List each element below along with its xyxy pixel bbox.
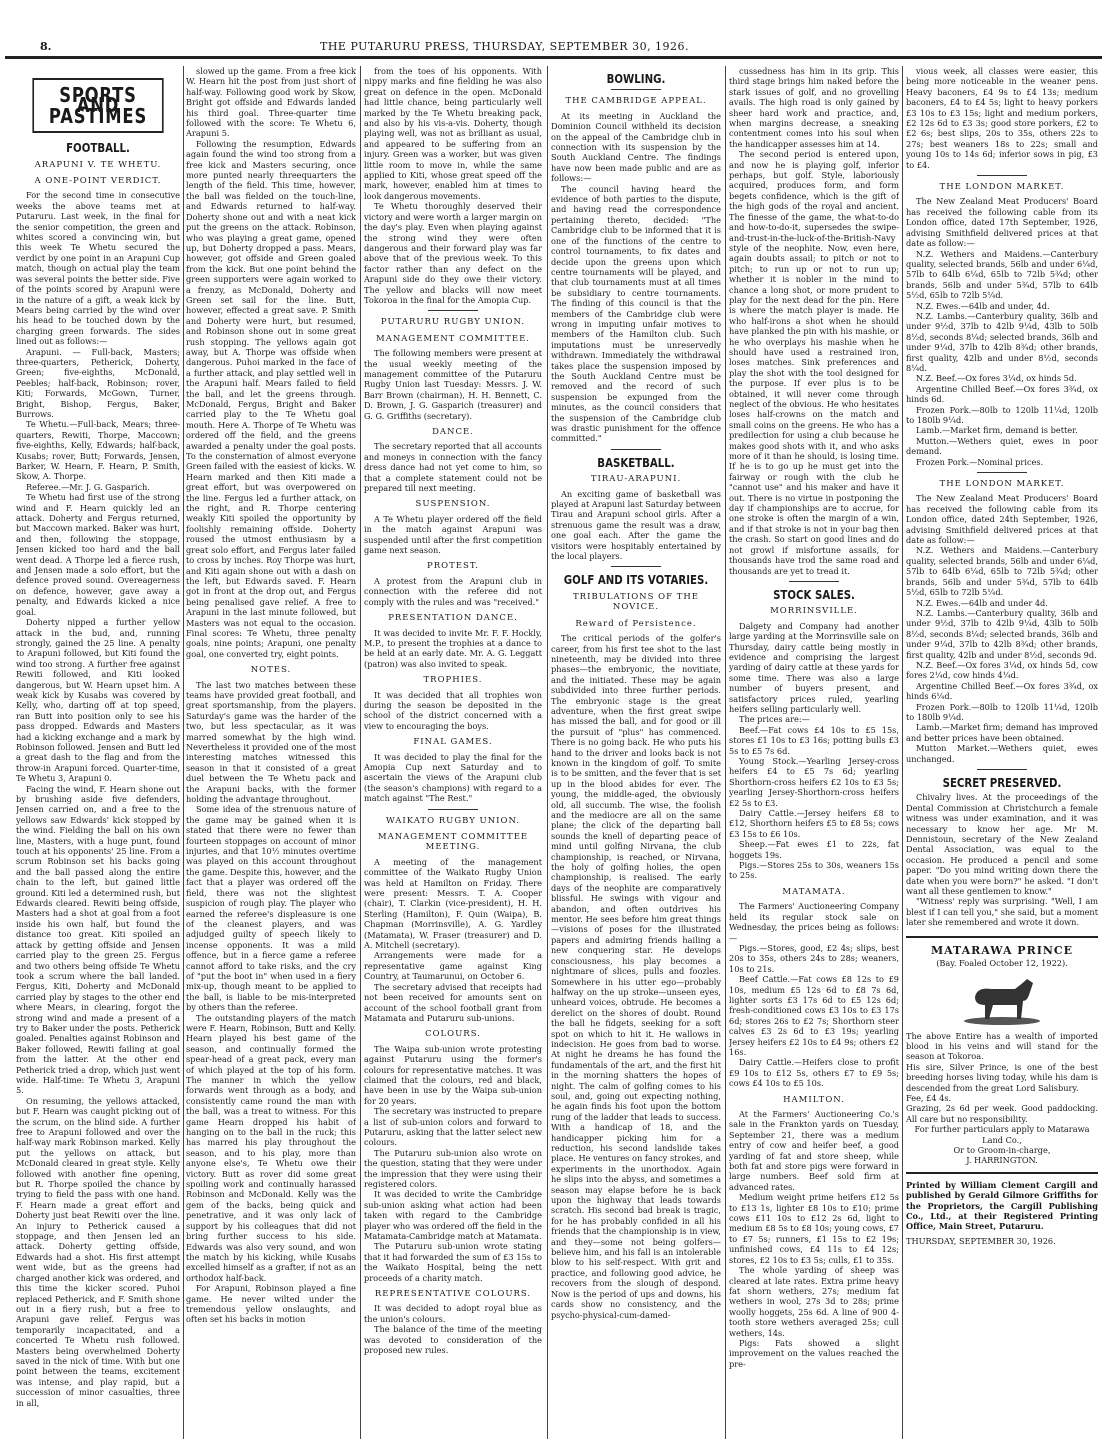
- article-paragraph: Pigs.—Stores 25s to 30s, weaners 15s to 25s.: [729, 860, 899, 881]
- article-paragraph: from the toes of his opponents. With nippy marks and fine fielding he was also great on defence in the open. McDonald had little chance, being particularly well marked by the Te Whetu breaking pack, and also by his vis-a-vis. Doherty, though playing well, was not as brilliant as usual, and appeared to be suffering from an injury. Green was a worker, but was given little room to move in, while the same applied to Kiti, whose great speed off the mark, however, enabled him at times to look dangerous movements.: [364, 66, 542, 201]
- article-paragraph: At the Farmers' Auctioneering Co.'s sale in the Frankton yards on Tuesday, September 21, there was a medium entry of cow and heifer beef, a good yarding of fat and store sheep, while both fat and store pigs were forward in large numbers. Beef sold firm at advanced rates.: [729, 1109, 899, 1192]
- ad-paragraph: His sire, Silver Prince, is one of the best breeding horses living today, while his dam is descended from the great Lord Salisbury.: [906, 1061, 1098, 1093]
- article-paragraph: Beef.—Fat cows £4 10s to £5 15s, stores £1 10s to £3 16s; potting bulls £3 5s to £5 7s 6d.: [729, 724, 899, 756]
- article-paragraph: Arapuni. — Full-back, Masters; three-quarters, Petherick, Doherty, Green; five-eighths, McDonald, Peebles; half-back, Robinson; rover, Kiti; Forwards, McGown, Turner, Bright, Bishop, Fergus, Baker, Burrows.: [16, 346, 180, 419]
- article-paragraph: N.Z. Lambs.—Canterbury quality, 36lb and under 9½d, 37lb to 42lb 9¼d, 43lb to 50lb 8½d, seconds 8¼d; selected brands, 36lb and under 9¼d, 37lb to 42lb 8¾d; other brands, first quality, 42lb and under 8½d, seconds 9d.: [906, 607, 1098, 660]
- article-paragraph: On resuming, the yellows attacked, but F. Hearn was caught picking out of the scrum, on the blind side. A further free to Arapuni followed and over the half-way mark Robinson marked. Kelly put the yellows on attack, but McDonald cleared in great style. Kelly followed with another fine opening, but R. Thorpe spoiled the chance by trying to field the pass with one hand. F. Hearn made a great effort and Doherty just beat Rewiti over the line. An injury to Petherick caused a stoppage, and then Jensen led an attack. Doherty getting offside, Edwards had a shot. His first attempt went wide, but as the greens had charged another kick was ordered, and this time the kicker scored. Puhoi replaced Petherick, and F. Smith shone out in a fiery rush, but a free to Arapuni gave relief. Fergus was temporarily incapacitated, and a concerted Te Whetu rush followed. Masters being overwhelmed Doherty saved in the nick of time. With but one point between the teams, excitement was intense, and play rapid, but a succession of minor casualties, three in all,: [16, 1095, 180, 1408]
- separator: [611, 566, 661, 567]
- article-paragraph: A meeting of the management committee of the Waikato Rugby Union was held at Hamilton on Friday. There were present: Messrs. T. A. Cooper (chair), T. Clarkin (vice-president), H. H. Sterling (Hamilton), F. Quin (Waipa), B. Chapman (Morrinsville), A. G. Yardley (Matamata), W. Fraser (treasurer) and D. A. Mitchell (secretary).: [364, 856, 542, 951]
- separator: [611, 449, 661, 450]
- suspension-heading: SUSPENSION.: [415, 499, 491, 510]
- masthead: [40, 38, 1094, 54]
- article-paragraph: It was decided to adopt royal blue as the union's colours.: [364, 1303, 542, 1324]
- rugby-union-subheading: MANAGEMENT COMMITTEE.: [376, 333, 530, 344]
- column-6: [906, 66, 1098, 1441]
- article-paragraph: The Putaruru sub-union wrote stating that it had forwarded the sum of £3 15s to the Waikato Hospital, being the nett proceeds of a charity match.: [364, 1241, 542, 1283]
- article-paragraph: It was decided to play the final for the Amopia Cup next Saturday and to ascertain the views of the Arapuni club (the season's champions) with regard to a match against "The Rest.": [364, 751, 542, 804]
- article-paragraph: The prices are:—: [739, 714, 810, 725]
- column-5: [729, 66, 899, 1441]
- article-paragraph: The whole yarding of sheep was cleared at late rates. Extra prime heavy fat shorn wethers, 27s; medium fat wethers in wool, 27s 3d to 28s; prime woolly hoggets, 25s 6d. A line of 900 4-tooth store wethers averaged 25s; cull wethers, 14s.: [729, 1265, 899, 1338]
- article-paragraph: Te Whetu.—Full-back, Mears; three-quarters, Rewiti, Thorpe, Maccown; five-eighths, Kelly, Edwards; half-back, Kusabs; rover, Butt; Forwards, Jensen, Barker, W. Hearn, F. Hearn, P. Smith, Skow, A. Thorpe.: [16, 419, 180, 482]
- article-paragraph: Referee.—Mr. J. G. Gasparich.: [26, 481, 150, 492]
- protest-heading: PROTEST.: [427, 561, 479, 572]
- article-paragraph: Frozen Pork.—80lb to 120lb 11¼d, 120lb to 180lb 9¼d.: [906, 701, 1098, 722]
- article-paragraph: Arrangements were made for a representative game against King Country, at Taumarunui, on October 6.: [364, 950, 542, 982]
- article-paragraph: Beef Cattle.—Fat cows £8 12s to £9 10s, medium £5 12s 6d to £8 7s 6d, lighter sorts £3 17s 6d to £5 12s 6d; fresh-conditioned cows £3 10s to £3 17s 6d; stores 26s to £2 7s; Shorthorn steer calves £3 2s 6d to £3 19s; yearling Jersey heifers £2 10s to £4 9s; others £2 16s.: [729, 974, 899, 1057]
- separator: [428, 310, 478, 311]
- article-paragraph: Following the resumption, Edwards again found the wind too strong from a free kick and Masters securing, once more punted nearly threequarters the length of the field. This time, however, the ball was fielded on the touch-line, and Edwards returned to half-way. Doherty shone out and with a neat kick put the greens on the attack. Robinson, who was playing a great game, opened up, but Doherty dropped a pass. Mears, however, got offside and Green goaled from the kick. But one point behind the green supporters were again worked to a frenzy, as McDonald, Doherty and Green set sail for the line. Butt, however, effected a great save. P. Smith and Doherty were hurt, but resumed, and Robinson shone out in some great rush stopping. The yellows again got away, but A. Thorpe was offside when dangerous. Puhoi marked in the face of a further attack, and play settled well in the Arapuni half. Mears failed to field the ball, and let the greens through. McDonald, Fergus, Bright and Baker carried play to the Te Whetu goal mouth. Here A. Thorpe of Te Whetu was ordered off the field, and the greens awarded a penalty under the goal posts. To the consternation of almost everyone Green failed with the easiest of kicks. W. Hearn marked and then Kiti made a great effort, but was overpowered on the line. Fergus led a further attack, on the right, and R. Thorpe centering weakly Kiti spoiled the opportunity by foolishly remaining offside. Doherty roused the utmost enthusiasm by a great solo effort, and Fergus later failed to cross by inches. Roy Thorpe was hurt, and Kiti again shone out with a dash on the left, but Edwards saved. F. Hearn got in front at the drop out, and Fergus being penalised gave relief. A free to Arapuni in the last minute followed, but Masters was not equal to the occasion. Final scores: Te Whetu, three penalty goals, nine points; Arapuni, one penalty goal, one converted try, eight points.: [186, 138, 356, 659]
- article-paragraph: The Farmers' Auctioneering Company held its regular stock sale on Wednesday, the prices being as follows:—: [729, 901, 899, 943]
- article-paragraph: Sheep.—Fat ewes £1 to 22s, fat hoggets 19s.: [729, 839, 899, 860]
- article-paragraph: Mutton Market.—Wethers quiet, ewes unchanged.: [906, 743, 1098, 764]
- article-paragraph: For the second time in consecutive weeks the above teams met at Putaruru. Last week, in the final for the senior competition, the green and whites scored a convincing win, but this week Te Whetu secured the verdict by one point in an Arapuni Cup match, though on actual play the team was several points the better side. Five of the points scored by Arapuni were in the nature of a gift, a weak kick by Mears being carried by the wind over his head to be touched down by the charging green forwards. The sides lined out as follows:—: [16, 190, 180, 347]
- final-games-heading: FINAL GAMES.: [413, 737, 493, 748]
- article-paragraph: The secretary advised that receipts had not been received for amounts sent on account of the school football grant from Matamata and Putaruru sub-unions.: [364, 981, 542, 1023]
- article-paragraph: cussedness has him in its grip. This third stage brings him naked before the stark issues of golf, and no grovelling avails. The high road is only gained by sheer hard work and practice, and, when margins decrease, a sneaking contentment comes into his soul when the handicapper assesses him at 14.: [729, 66, 899, 149]
- article-paragraph: Doherty nipped a further yellow attack in the bud, and, running strongly, gained the 25 line. A penalty to Arapuni followed, but Kiti found the wind too strong. A further free against Rewiti followed, and Kiti looked dangerous, but W. Hearn upset him. A weak kick by Kusabs was covered by Kelly, who, darting off at top speed, ran Butt into position only to see his pass dropped. Edwards and Masters had a kicking exchange and a mark by Robinson followed. Jensen and Butt led a great dash to the flag and from the throw-in Arapuni forced. Quarter-time, Te Whetu 3, Arapuni 0.: [16, 617, 180, 784]
- article-paragraph: An exciting game of basketball was played at Arapuni last Saturday between Tirau and Arapuni school girls. After a strenuous game the result was a draw, one goal each. After the game the visitors were hospitably entertained by the local players.: [551, 488, 721, 562]
- article-paragraph: Dairy Cattle.—Heifers close to profit £9 10s to £12 5s, others £7 to £9 5s; cows £4 10s to £5 10s.: [729, 1057, 899, 1089]
- article-paragraph: Argentine Chilled Beef.—Ox fores 3¾d, ox hinds 6d.: [906, 383, 1098, 405]
- ad-contact-alt: Or to Groom-in-charge,: [953, 1144, 1051, 1155]
- article-paragraph: Medium weight prime heifers £12 5s to £13 1s, lighter £8 10s to £10; prime cows £11 10s to £12 2s 6d, light to medium £8 5s to £8 10s; young cows, £7 to £7 5s; runners, £1 15s to £2 19s; unfinished cows, £4 11s to £4 12s; stores, £2 10s to £3 5s; culls, £1 to 35s.: [729, 1192, 899, 1265]
- article-paragraph: N.Z. Ewes.—64lb and under 4d.: [916, 597, 1048, 608]
- morrinsville-heading: MORRINSVILLE.: [770, 606, 858, 617]
- article-paragraph: Frozen Pork.—80lb to 120lb 11¼d, 120lb to 180lb 9¼d.: [906, 404, 1098, 425]
- ad-title: MATARAWA PRINCE: [930, 943, 1074, 957]
- article-paragraph: The outstanding players of the match were F. Hearn, Robinson, Butt and Kelly. Hearn played his best game of the season, and continually formed the spear-head of a great pack, every man of which played at the top of his form. The manner in which the yellow forwards went through as a body, and consistently came round the man with the ball, was a treat to witness. For this game Hearn dropped his habit of hanging on to the ball in the ruck; this has marred his play throughout the season, and to his play, more than anyone else's, Te Whetu owe their victory. Butt as rover did some great spoiling work and continually harassed Robinson and McDonald. Kelly was the gem of the backs, being quick and penetrative, and it was only lack of support by his colleagues that did not bring further success to his side. Edwards was also very sound, and won the match by his kicking, while Kusabs excelled himself as a grafter, if not as an orthodox half-back.: [186, 1012, 356, 1283]
- article-paragraph: Young Stock.—Yearling Jersey-cross heifers £4 to £5 7s 6d; yearling Shorthorn-cross heifers £2 10s to £3 5s; yearling Jersey-Shorthorn-cross heifers £2 5s to £3.: [729, 756, 899, 808]
- article-paragraph: Some idea of the strenuous nature of the game may be gained when it is stated that there were no fewer than fourteen stoppages on account of minor injuries, and that 10½ minutes overtime was played on this account throughout the game. Despite this, however, and the fact that a player was ordered off the field, there was not the slightest suspicion of rough play. The player who earned the referee's displeasure is one of the cleanest players, and was adjudged guilty of speech likely to incense opponents. It was a mild offence, but in a fierce game a referee cannot afford to take risks, and the cry of "put the boot in" when used in a fiery mix-up, though meant to be applied to the ball, is liable to be mis-interpreted by others than the referee.: [186, 804, 356, 1013]
- article-paragraph: Lamb.—Market firm; demand has improved and better prices have been obtained.: [906, 722, 1098, 743]
- newspaper-title: THE PUTARURU PRESS, THURSDAY, SEPTEMBER 30, 1926.: [320, 40, 690, 53]
- hamilton-heading: HAMILTON.: [783, 1094, 845, 1105]
- article-paragraph: It was decided to write the Cambridge sub-union asking what action had been taken with regard to the Cambridge player who was ordered off the field in the Matamata-Cambridge match at Matamata.: [364, 1189, 542, 1242]
- football-subheading: ARAPUNI V. TE WHETU.: [34, 159, 162, 170]
- secret-preserved-heading: SECRET PRESERVED.: [942, 776, 1062, 790]
- column-4: [551, 66, 721, 1441]
- article-paragraph: "Witness' reply was surprising. "Well, I am blest if I can tell you," she said, but a moment later she remembered and wrote it down.: [906, 896, 1098, 928]
- notes-heading: NOTES.: [250, 665, 292, 676]
- article-paragraph: Mutton.—Wethers quiet, ewes in poor demand.: [906, 435, 1098, 457]
- article-paragraph: The New Zealand Meat Producers' Board has received the following cable from its London office, dated 17th September, 1926, advising Smithfield delivered prices at that date as follow:—: [906, 196, 1098, 249]
- ad-paragraph: Fee, £4 4s.: [906, 1092, 952, 1103]
- article-paragraph: Te Whetu had first use of the strong wind and F. Hearn quickly led an attack. Doherty and Fergus returned, but Maccown marked. Baker was hurt, and then, following the stoppage, Jensen kicked too hard and the ball went dead. A Thorpe led a fierce rush, and Jensen made a solo effort, but the defence proved sound. Overeagerness on defence, however, gave away a penalty, and Edwards kicked a nice goal.: [16, 492, 180, 617]
- football-heading: FOOTBALL.: [66, 141, 130, 156]
- article-paragraph: The second period is entered upon, and now he is playing golf, inferior perhaps, but golf. Style, laboriously acquired, produces form, and form begets confidence, which is the gift of the high gods of the royal and ancient. The finesse of the game, the what-to-do and how-to-do-it, supersedes the swipe-and-trust-in-the-luck-of-the-British-Navy style of the neophite. Now, even here, again doubts assail; to pitch or not to pitch; to run up or not to run up; whether it is nobler in the mind to chance a long shot, or more prudent to play for the next dead for the pin. Here is where the match player is made. He who half-irons a shot when he should have planked the pin with his mashie, or he who overplays his mashie when he should have used a restrained iron, loses matches. Sink preferences and play the shot with the tool designed for the purpose. If ever plus is to be obtained, it will never come through neglect of the obvious. He who hesitates loses half-crowns on the match and small coins on the greens. He who has a predilection for using a club because he makes good shots with it, and who asks more of it than he should, is losing time. If he is to go up he must get into the fairway or rough with the club he "cannot use" and his maker and have it out. There is no virtue in postponing the day if championships are to accrue, for one stroke is often the margin of a win, and if that stroke is not in your bag then the crash. So start on good lines and do not growl if misfortune assails, for thousands have trod the same road and thousands are yet to tread it.: [729, 149, 899, 576]
- dance-heading: DANCE.: [432, 427, 474, 437]
- article-paragraph: slowed up the game. From a free kick W. Hearn hit the post from just short of half-way. Following good work by Skow, Bright got offside and Edwards landed his third goal. Three-quarter time followed with the score: Te Whetu 6, Arapuni 5.: [186, 66, 356, 139]
- article-paragraph: Lamb.—Market firm, demand is better.: [916, 425, 1078, 436]
- article-paragraph: It was decided that all trophies won during the season be deposited in the school of the district concerned with a view to encouraging the boys.: [364, 689, 542, 731]
- article-paragraph: The Waipa sub-union wrote protesting against Putaruru using the former's colours for representative matches. It was claimed that the colours, red and black, have been in use by the Waipa sub-union for 20 years.: [364, 1043, 542, 1106]
- article-paragraph: Chivalry lives. At the proceedings of the Dental Commission at Christchurch a female witness was under examination, and it was necessary to know her age. Mr M. Dennistoun, secretary of the New Zealand Dental Association, was equal to the occasion. He produced a pencil and some paper. "Do you mind writing down there the date when you were born?" he asked. "I don't want all these gentlemen to know.": [906, 792, 1098, 897]
- column-1: [16, 66, 180, 1441]
- article-paragraph: The following members were present at the usual weekly meeting of the management committee of the Putaruru Rugby Union last Tuesday: Messrs. J. W. Barr Brown (chairman), H. H. Bennett, C. D. Brown, J. G. Gasparich (treasurer) and G. G. Griffiths (secretary).: [364, 348, 542, 421]
- stud-horse-advertisement: [906, 936, 1098, 1166]
- waikato-heading: WAIKATO RUGBY UNION.: [385, 815, 521, 826]
- article-paragraph: vious week, all classes were easier, this being more noticeable in the weaner pens. Heavy baconers, £4 9s to £4 13s; medium baconers, £4 to £4 5s; light to heavy porkers £3 10s to £3 15s; light and medium porkers, £2 12s 6d to £3 3s; good store porkers, £2 to £2 6s; best slips, 20s to 35s, others 22s to 27s; best weaners 18s to 22s; small and young 10s to 14s 6d; inferior sows in pig, £3 to £4.: [906, 66, 1098, 170]
- article-paragraph: N.Z. Beef.—Ox fores 3¼d, ox hinds 5d.: [916, 373, 1077, 384]
- article-paragraph: The last two matches between these teams have provided great football, and great sportsmanship, from the players. Saturday's game was the harder of the two, but less spectacular, as it was marred somewhat by the high wind. Nevertheless it provided one of the most interesting matches witnessed this season in that it consisted of a great duel between the Te Whetu pack and the Arapuni backs, with the former holding the advantage throughout.: [186, 679, 356, 805]
- article-paragraph: N.Z. Wethers and Maidens.—Canterbury quality, selected brands, 56lb and under 6¼d, 57lb to 64lb 6¼d, 65lb to 72lb 5¾d; other brands, 56lb and under 5¾d, 57lb to 64lb 5½d, 65lb to 72lb 5¼d.: [906, 248, 1098, 301]
- basketball-subheading: TIRAU-ARAPUNI.: [590, 474, 682, 485]
- article-paragraph: For Arapuni, Robinson played a fine game. He never wilted under the tremendous yellow onslaughts, and often set his backs in motion: [186, 1283, 356, 1325]
- representative-colours-heading: REPRESENTATIVE COLOURS.: [374, 1289, 532, 1300]
- article-paragraph: At its meeting in Auckland the Dominion Council withheld its decision on the appeal of the Cambridge club in connection with its suspension by the South Auckland Centre. The findings have now been made public and are as follows:—: [551, 110, 721, 184]
- column-divider: [725, 66, 726, 1439]
- section-title: SPORTS AND PASTIMES: [32, 78, 163, 133]
- separator: [977, 472, 1027, 473]
- article-paragraph: Frozen Pork.—Nominal prices.: [916, 456, 1044, 467]
- article-paragraph: N.Z. Ewes.—64lb and under, 4d.: [916, 300, 1050, 311]
- masthead-rule: [5, 56, 1102, 59]
- separator: [977, 769, 1027, 770]
- article-paragraph: The critical periods of the golfer's career, from his first tee shot to the last nineteenth, may be divided into three phases—the embryonic, the novitiate, and the initiated. These may be again subdivided into three further periods. The embryonic stage is the great adventure, when the first great swipe has missed the ball, and for good or ill the pursuit of "plus" has commenced. There is no going back. He who puts his hand to the driver and looks back is not known in the kingdom of golf. To smite is to be smitten, and the fever that is set up in the blood abides for ever. The young, the middle-aged, the obviously old, all succumb. The wise, the foolish and the mediocre are all on the same plane; the click of the departing ball sounds the knell of departing peace of mind until golfing Nirvana, the club championship, is reached, or Nirvana, the holy of golfing holies, the open championship, is realised. The early days of the neophite are comparatively blissful. He swings with vigour and abandon, and often outdrives his mentor. He sees before him great things—visions of poses for the illustrated papers and admiring friends hailing a new conquering star. He develops consciousness, his play becomes a nightmare of slices, pulls and foozles. Somewhere in his utter ego—probably halfway on the up stroke—unseen eyes, unheard voices, obtrude. He becomes a derelict on the shores of doubt. Round the ball he fidgets, seeking for a soft spot on which to hit it. He wallows in indecision. He goes from bad to worse. At night he dreams he has found the fundamentals of the art, and the first hit in the morning shatters the hopes of night. The calm of golfing comes to his soul, and, going out expecting nothing, he again finds his foot upon the bottom rung of the ladder that leads to success. With a handicap of 18, and the handicapper picking him for a reduction, his second landslide takes place. He ventures on fancy strokes, and experiments in the unorthodox. Again he slips into the abyss, and sometimes a season may elapse before he is back upon the highway that leads towards scratch. His second bad break is tragic, for he has probably confided in all his friends that the championship is in view, and they—some not being golfers—believe him, and his fall is an intolerable blow to his self-respect. With grit and practice, and following good advice, he recovers from the slough of despond. Now is the period of ups and downs, his cards show no consistency, and the psycho-physical-cum-damed-: [551, 633, 721, 1320]
- ad-groom-name: J. HARRINGTON.: [966, 1155, 1038, 1166]
- article-paragraph: A protest from the Arapuni club in connection with the referee did not comply with the rules and was "received.": [364, 575, 542, 607]
- article-paragraph: Pigs: Fats showed a slight improvement on the values reached the pre-: [729, 1337, 899, 1369]
- article-paragraph: N.Z. Beef.—Ox fores 3¼d, ox hinds 5d, cow fores 2¼d, cow hinds 4¼d.: [906, 659, 1098, 681]
- london-market-heading: THE LONDON MARKET.: [939, 182, 1065, 193]
- column-3: [364, 66, 542, 1441]
- separator: [611, 89, 661, 90]
- column-divider: [183, 66, 184, 1439]
- column-divider: [360, 66, 361, 1439]
- article-paragraph: The New Zealand Meat Producers' Board has received the following cable from its London office, dated 24th September, 1926, advising Smithfield delivered prices at that date as follow:—: [906, 493, 1098, 546]
- trophies-heading: TROPHIES.: [423, 675, 483, 686]
- article-paragraph: N.Z. Lambs.—Canterbury quality, 36lb and under 9½d, 37lb to 42lb 9¼d, 43lb to 50lb 8½d, seconds 8¼d; selected brands, 36lb and under 9¼d, 37lb to 42lb 8¾d; other brands, first quality, 42lb and under 8½d, seconds 8¼d.: [906, 310, 1098, 373]
- london-market-heading-2: THE LONDON MARKET.: [939, 479, 1065, 490]
- article-paragraph: N.Z. Wethers and Maidens.—Canterbury quality, selected brands, 56lb and under 6¼d, 57lb to 64lb 6¼d, 65lb to 72lb 5¾d; other brands, 56lb and under 5¾d, 57lb to 64lb 5½d, 65lb to 72lb 5¼d.: [906, 545, 1098, 598]
- separator: [789, 581, 839, 582]
- article-paragraph: The balance of the time of the meeting was devoted to consideration of the proposed new rules.: [364, 1324, 542, 1356]
- article-paragraph: Te Whetu thoroughly deserved their victory and were worth a larger margin on the day's play. Even when playing against the strong wind they were often dangerous and their forward play was far above that of the previous week. To this factor rather than any defect on the Arapuni side do they owe their victory. The yellow and blacks will now meet Tokoroa in the final for the Amopia Cup.: [364, 201, 542, 305]
- article-paragraph: A Te Whetu player ordered off the field in the match against Arapuni was suspended until after the first competition game next season.: [364, 513, 542, 556]
- article-paragraph: Argentine Chilled Beef.—Ox fores 3¾d, ox hinds 6¼d.: [906, 680, 1098, 702]
- colours-heading: COLOURS.: [425, 1029, 481, 1040]
- horse-illustration-icon: [957, 975, 1047, 1025]
- article-paragraph: The Putaruru sub-union also wrote on the question, stating that they were under the impression that they were using their registered colors.: [364, 1147, 542, 1189]
- column-divider: [902, 66, 903, 1439]
- article-paragraph: Pigs.—Stores, good, £2 4s; slips, best 20s to 35s, others 24s to 28s; weaners, 10s to 21s.: [729, 942, 899, 974]
- article-paragraph: The secretary reported that all accounts and moneys in connection with the fancy dress dance had not yet come to him, so that a complete statement could not be prepared till next meeting.: [364, 441, 542, 494]
- waikato-subheading: MANAGEMENT COMMITTEE MEETING.: [377, 832, 529, 853]
- golf-subheading: TRIBULATIONS OF THE NOVICE.: [573, 591, 699, 613]
- page-number: 8.: [40, 40, 52, 53]
- imprint-date: THURSDAY, SEPTEMBER 30, 1926.: [906, 1235, 1056, 1246]
- ad-subtitle: (Bay. Foaled October 12, 1922).: [936, 958, 1068, 969]
- bowling-heading: BOWLING.: [606, 72, 666, 86]
- stock-sales-heading: STOCK SALES.: [773, 587, 855, 602]
- bowling-subheading: THE CAMBRIDGE APPEAL.: [565, 96, 707, 107]
- imprint-text: Printed by William Clement Cargill and published by Gerald Gilmore Griffiths for the Proprietors, the Cargill Publishing Co., Ltd., at their Registered Printing Office, Main Street, Putaruru.: [906, 1179, 1098, 1232]
- ad-paragraph: The above Entire has a wealth of imported blood in his veins and will stand for the season at Tokoroa.: [906, 1030, 1098, 1062]
- article-paragraph: Facing the wind, F. Hearn shone out by brushing aside five defenders, Jensen carried on, and a free to the yellows saw Edwards' kick stopped by the wind. Fielding the ball on his own line, Masters, with a huge punt, found touch at his opponents' 25 line. From a scrum Robinson set his backs going and the ball passed along the entire chain to the left, but gained little ground. Kiti led a determined rush, but Edwards cleared. Rewiti being offside, Masters had a shot at goal from a foot inside his own half, but found the distance too great. Kiti spoiled an attack by getting offside and Jensen carried play to the green 25. Fergus and two others being offside Te Whetu took a scrum where the ball landed. Fergus, Kiti, Doherty and McDonald carried play by stages to the other end where Mears, in clearing, forgot the strong wind and made a present of a try to Baker under the posts. Petherick goaled. Penalties against Robinson and Baker followed, Rewiti failing at goal from the latter. At the other end Petherick tried a drop, which just went wide. Half-time: Te Whetu 3, Arapuni 5.: [16, 783, 180, 1096]
- article-paragraph: Dalgety and Company had another large yarding at the Morrinsville sale on Thursday, dairy cattle being mostly in evidence and comprising the largest yarding of dairy cattle at these yards for some time. There was also a large number of buyers present, and satisfactory prices ruled, yearling heifers selling particularly well.: [729, 620, 899, 714]
- article-paragraph: The secretary was instructed to prepare a list of sub-union colors and forward to Putaruru, asking that the latter select new colours.: [364, 1106, 542, 1148]
- golf-subheading-2: Reward of Persistence.: [575, 618, 697, 629]
- basketball-heading: BASKETBALL.: [597, 455, 675, 470]
- matamata-heading: MATAMATA.: [782, 886, 846, 897]
- football-subheading-2: A ONE-POINT VERDICT.: [34, 176, 162, 187]
- article-paragraph: Dairy Cattle.—Jersey heifers £8 to £12, Shorthorn heifers £5 to £8 5s; cows £3 15s to £6 10s.: [729, 808, 899, 839]
- separator: [428, 809, 478, 810]
- ad-paragraph: Grazing, 2s 6d per week. Good paddocking. All care but no responsibility.: [906, 1103, 1098, 1124]
- golf-heading: GOLF AND ITS VOTARIES.: [563, 573, 709, 588]
- article-paragraph: It was decided to invite Mr. F. F. Hockly, M.P., to present the trophies at a dance to be held at an early date. Mr. A. G. Leggatt (patron) was also invited to speak.: [364, 627, 542, 669]
- printer-imprint: [906, 1172, 1098, 1246]
- ad-contact: For further particulars apply to Matarawa Land Co.,: [914, 1124, 1090, 1145]
- article-paragraph: The council having heard the evidence of both parties to the dispute, and having read the correspondence pertaining thereto, decided: "The Cambridge club to be informed that it is one of the functions of the centre to control tournaments, to fix dates and decide upon the greens upon which centre tournaments will be played, and that club tournaments must at all times be subsidiary to centre tournaments. The finding of this council is that the members of the Cambridge club were wrong in imputing unfair motives to members of the Hamilton club. Such imputations must be unreservedly withdrawn. Immediately the withdrawal takes place the suspension imposed by the South Auckland Centre must be removed and the record of such suspension be expunged from the minutes, as the council considers that the suspension of the Cambridge club was drastic punishment for the offence committed.": [551, 183, 721, 444]
- presentation-heading: PRESENTATION DANCE.: [388, 613, 518, 624]
- separator: [977, 175, 1027, 176]
- column-2: [186, 66, 356, 1441]
- column-divider: [547, 66, 548, 1439]
- rugby-union-heading: PUTARURU RUGBY UNION.: [380, 317, 526, 328]
